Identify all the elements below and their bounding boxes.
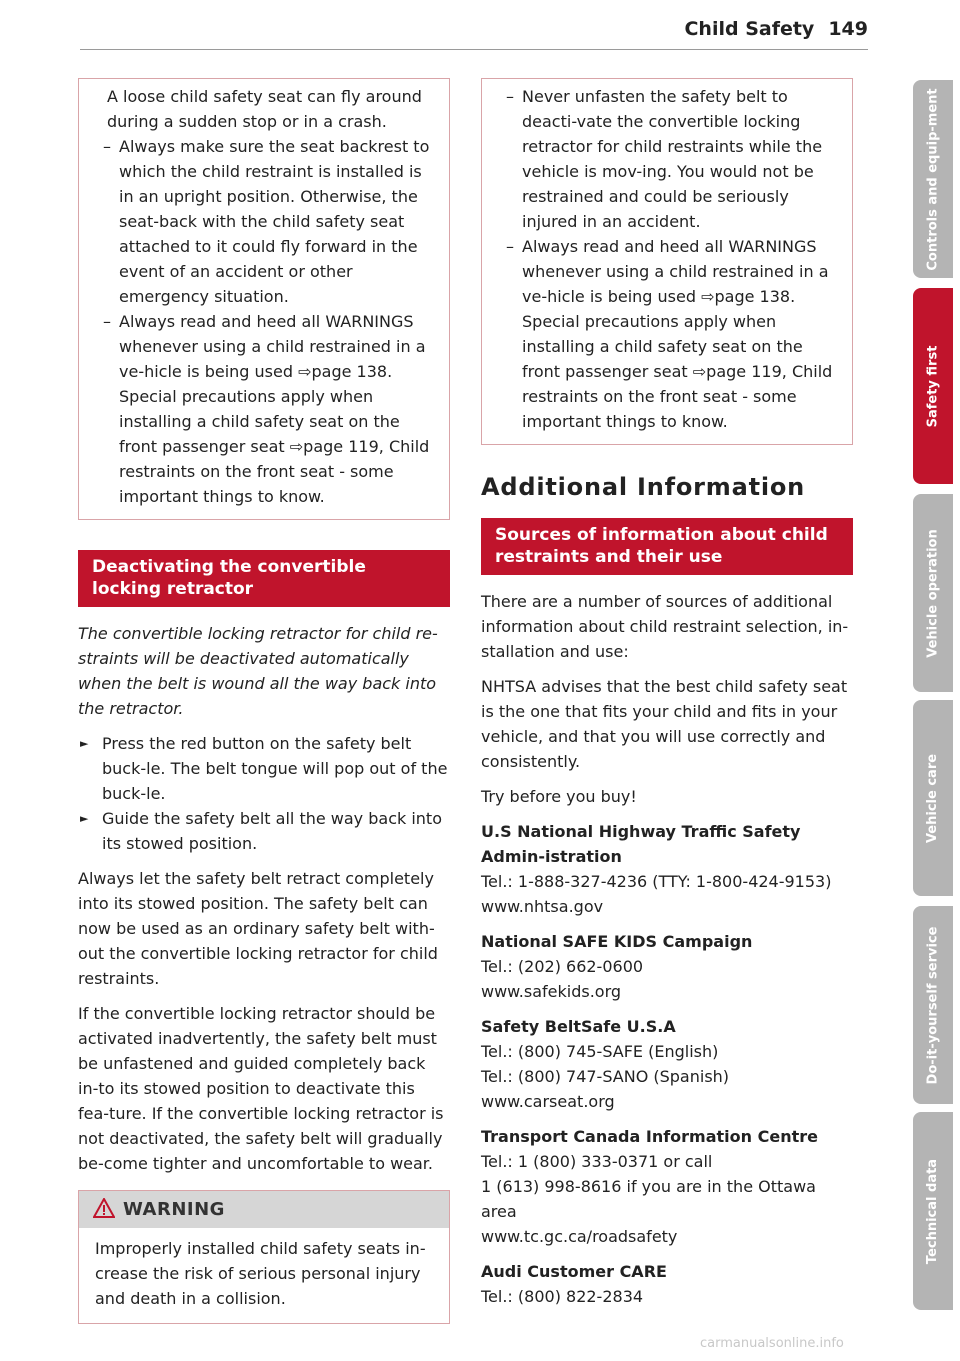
contact-line: Tel.: 1 (800) 333-0371 or call <box>481 1152 713 1171</box>
page-number: 149 <box>828 18 868 40</box>
warning-box <box>78 1190 450 1324</box>
box-item: – Always make sure the seat backrest to which the child restraint is installed is in an upright position. Otherwise, the seat-back with the child safety seat attached to it could fly forward in the event of an accident or other emergency situation. <box>93 134 435 309</box>
step-item: ► Press the red button on the safety belt buck-le. The belt tongue will pop out of the buck-le. <box>78 731 450 806</box>
tab-technical-data[interactable] <box>913 1112 953 1310</box>
tab-label: Vehicle care <box>925 753 941 843</box>
paragraph: NHTSA advises that the best child safety seat is the one that fits your child and fits in your vehicle, and that you will use correctly and consistently. <box>481 677 848 771</box>
contact-name: Transport Canada Information Centre <box>481 1127 818 1146</box>
paragraph: If the convertible locking retractor should be activated inadvertently, the safety belt must be unfastened and guided completely back in-to its stowed position to deactivate this fea-ture. If the convertible locking retractor is not deactivated, the safety belt will gradually be-come tighter and uncomfortable to wear. <box>78 1004 444 1173</box>
tab-controls-and-equipment[interactable] <box>913 80 953 278</box>
contact-line: Tel.: (202) 662-0600 <box>481 957 644 976</box>
tab-label: Do-it-yourself service <box>925 926 941 1084</box>
section-title: Sources of information about child restraints and their use <box>481 518 853 575</box>
contact-line: Tel.: (800) 747-SANO (Spanish) <box>481 1067 730 1086</box>
tab-label: Technical data <box>925 1158 941 1264</box>
header-section-title: Child Safety <box>684 18 815 40</box>
paragraph: There are a number of sources of additional information about child restraint selection, in-stallation and use: <box>481 592 849 661</box>
warning-continued-box <box>481 78 853 445</box>
box-item: – Never unfasten the safety belt to deacti-vate the convertible locking retractor for child restraints while the vehicle is mov-ing. You would not be restrained and could be seriously injured in an accident. <box>496 84 838 234</box>
box-item: – Always read and heed all WARNINGS whenever using a child restrained in a ve-hicle is being used ⇨page 138. Special precautions apply when installing a child safety seat on the front passenger seat ⇨page 119, Child restraints on the front seat - some important things to know. <box>496 234 838 434</box>
box-intro: A loose child safety seat can fly around during a sudden stop or in a crash. <box>107 87 422 131</box>
contact-line: Tel.: 1-888-327-4236 (TTY: 1-800-424-9153) <box>481 872 832 891</box>
contact-line: Tel.: (800) 745-SAFE (English) <box>481 1042 719 1061</box>
section-title: Deactivating the convertible locking retractor <box>78 550 450 607</box>
warning-text: Improperly installed child safety seats in-crease the risk of serious personal injury and death in a collision. <box>95 1239 426 1308</box>
contact-name: U.S National Highway Traffic Safety Admin-istration <box>481 822 801 866</box>
left-column <box>78 78 450 1324</box>
paragraph: Always let the safety belt retract completely into its stowed position. The safety belt can now be used as an ordinary safety belt with-out the convertible locking retractor for child restraints. <box>78 869 438 988</box>
warning-title: WARNING <box>123 1199 225 1220</box>
box-item: – Always read and heed all WARNINGS whenever using a child restrained in a ve-hicle is being used ⇨page 138. Special precautions apply when installing a child safety seat on the front passenger seat ⇨page 119, Child restraints on the front seat - some important things to know. <box>93 309 435 509</box>
warning-continued-box <box>78 78 450 520</box>
tab-vehicle-operation[interactable] <box>913 494 953 692</box>
tab-do-it-yourself-service[interactable] <box>913 906 953 1104</box>
contact-link[interactable]: www.carseat.org <box>481 1092 615 1111</box>
contact-link[interactable]: www.safekids.org <box>481 982 622 1001</box>
contact-list <box>481 819 853 1309</box>
tab-safety-first[interactable] <box>913 288 953 484</box>
right-column <box>481 78 853 1309</box>
contact-line: Tel.: (800) 822-2834 <box>481 1287 644 1306</box>
section-intro: The convertible locking retractor for child re-straints will be deactivated automatically when the belt is wound all the way back into the retractor. <box>78 624 438 718</box>
contact-name: Audi Customer CARE <box>481 1262 667 1281</box>
contact-line: 1 (613) 998-8616 if you are in the Ottawa area <box>481 1177 816 1221</box>
page-header <box>684 18 868 40</box>
warning-triangle-icon <box>93 1198 115 1218</box>
contact-name: Safety BeltSafe U.S.A <box>481 1017 676 1036</box>
header-divider <box>80 49 868 50</box>
watermark-text: carmanualsonline.info <box>700 1336 844 1351</box>
chapter-heading: Additional Information <box>481 473 806 501</box>
paragraph: Try before you buy! <box>481 787 637 806</box>
contact-link[interactable]: www.tc.gc.ca/roadsafety <box>481 1227 678 1246</box>
tab-label: Safety first <box>925 345 941 427</box>
warning-header <box>79 1191 449 1228</box>
step-item: ► Guide the safety belt all the way back into its stowed position. <box>78 806 450 856</box>
contact-name: National SAFE KIDS Campaign <box>481 932 753 951</box>
tab-label: Vehicle operation <box>925 528 941 658</box>
tab-label: Controls and equip-ment <box>925 87 941 271</box>
tab-vehicle-care[interactable] <box>913 700 953 896</box>
contact-link[interactable]: www.nhtsa.gov <box>481 897 604 916</box>
